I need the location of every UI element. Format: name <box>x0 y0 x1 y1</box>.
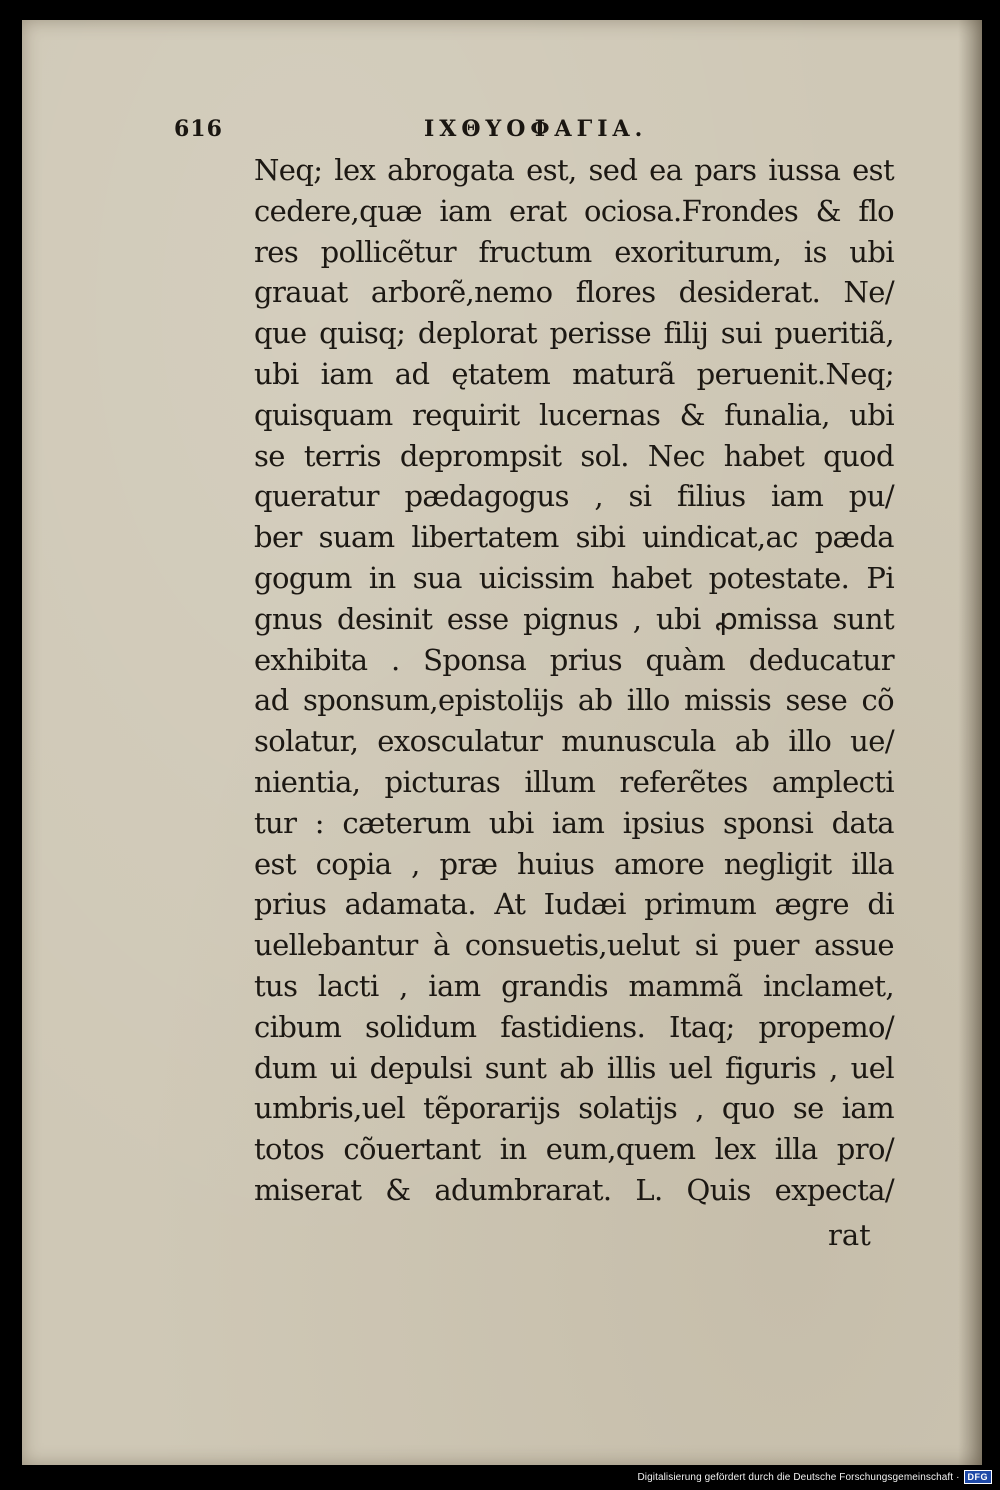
body-text <box>254 150 894 1211</box>
text-line: est copia , præ huius amore negligit illa <box>254 846 894 881</box>
text-line: prius adamata. At Iudæi primum ægre di <box>254 887 894 922</box>
text-line: queratur pædagogus , si filius iam pu/ <box>254 479 894 514</box>
text-line: gogum in sua uicissim habet potestate. Pi <box>254 560 894 595</box>
text-line: ubi iam ad ętatem maturã peruenit.Neq; <box>254 356 894 391</box>
text-line: ber suam libertatem sibi uindicat,ac pæda <box>254 520 894 555</box>
page-header <box>22 116 982 150</box>
page-number: 616 <box>174 116 223 142</box>
text-line: totos cõuertant in eum,quem lex illa pro/ <box>254 1132 894 1167</box>
text-line: se terris deprompsit sol. Nec habet quod <box>254 438 894 473</box>
text-line: grauat arborẽ,nemo flores desiderat. Ne/ <box>254 275 894 310</box>
text-line: ad sponsum,epistolijs ab illo missis sese cõ <box>254 683 894 718</box>
text-line: miserat & adumbrarat. L. Quis expecta/ <box>254 1172 894 1207</box>
text-line: dum ui depulsi sunt ab illis uel figuris , uel <box>254 1050 894 1085</box>
text-line: exhibita . Sponsa prius quàm deducatur <box>254 642 894 677</box>
digitization-footer <box>637 1470 992 1484</box>
catchword: rat <box>828 1218 871 1252</box>
text-line: que quisq; deplorat perisse filij sui pueritiã, <box>254 316 894 351</box>
dfg-logo: DFG <box>964 1470 993 1484</box>
text-line: cibum solidum fastidiens. Itaq; propemo/ <box>254 1009 894 1044</box>
text-line: nientia, picturas illum referẽtes amplecti <box>254 764 894 799</box>
text-line: gnus desinit esse pignus , ubi ꝓmissa sunt <box>254 601 894 636</box>
text-line: Neq; lex abrogata est, sed ea pars iussa est <box>254 153 894 187</box>
text-line: res pollicẽtur fructum exoriturum, is ubi <box>254 234 894 269</box>
text-line: uellebantur à consuetis,uelut si puer assue <box>254 928 894 963</box>
funding-credit: Digitalisierung gefördert durch die Deutsche Forschungsgemeinschaft · <box>637 1471 960 1483</box>
text-line: umbris,uel tẽporarijs solatijs , quo se iam <box>254 1091 894 1126</box>
text-line: tus lacti , iam grandis mammã inclamet, <box>254 968 894 1003</box>
running-head: ΙΧΘΥΟΦΑΓΙΑ. <box>424 116 648 142</box>
text-line: cedere,quæ iam erat ociosa.Frondes & flo <box>254 193 894 228</box>
text-line: quisquam requirit lucernas & funalia, ubi <box>254 397 894 432</box>
text-line: tur : cæterum ubi iam ipsius sponsi data <box>254 805 894 840</box>
text-line: solatur, exosculatur munuscula ab illo ue/ <box>254 724 894 759</box>
gutter-shadow <box>958 20 982 1465</box>
book-page <box>22 20 982 1465</box>
